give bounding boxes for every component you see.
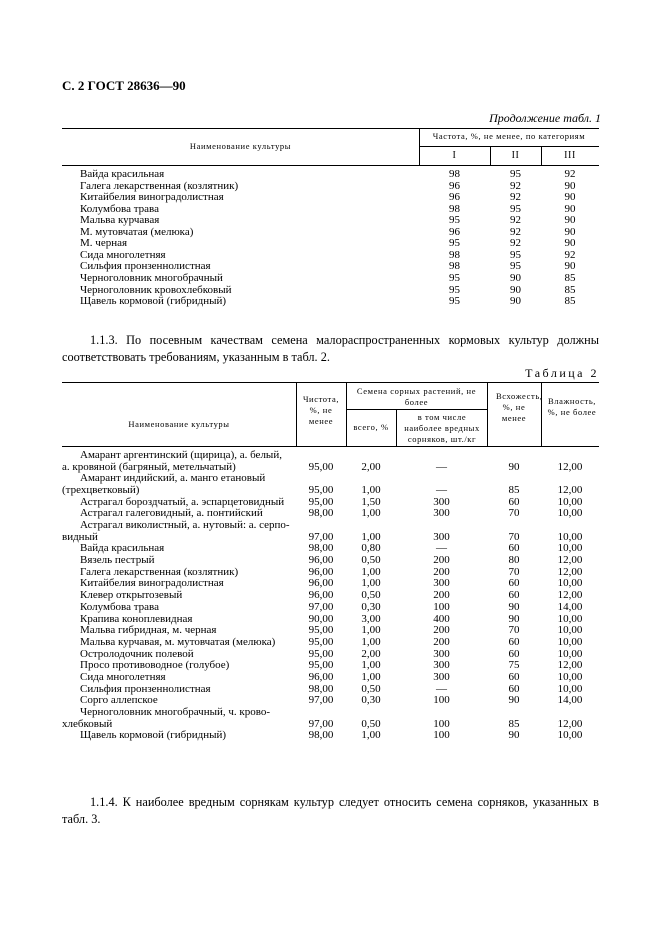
table1-row-value: 92	[510, 237, 521, 250]
table1-subheader-rule	[419, 146, 599, 147]
table1-row-value: 90	[510, 283, 521, 296]
table2-row-value: 100	[433, 729, 450, 742]
table2-row-name: Китайбелия виноградолистная	[80, 577, 224, 590]
table2-row-value: —	[436, 484, 447, 496]
table2-row-value: 1,00	[361, 729, 381, 742]
table2-row-name: Амарант индийский, а. манго етановый	[80, 472, 266, 485]
table2-vline	[396, 409, 397, 446]
table2-row-value: 1,00	[361, 635, 381, 648]
table2-row-value: 300	[433, 659, 450, 672]
table1-row-value: 85	[564, 283, 576, 296]
table1-row-value: 95	[510, 260, 521, 273]
table1-row-value: 95	[510, 248, 521, 261]
table2-row-value: 12,00	[557, 554, 583, 566]
table2-row-value: 90,00	[308, 612, 334, 625]
table2-row-value: 85	[508, 484, 520, 496]
table2-row-value: 1,00	[361, 577, 381, 590]
table2-row-value: 95,00	[308, 647, 334, 660]
table2-row-value: 2,00	[361, 460, 381, 473]
table2-row-value: 60	[508, 671, 520, 683]
table2-row-value: 100	[433, 600, 450, 613]
table2-row-value: 0,50	[361, 589, 381, 602]
table2-row-value: 95,00	[308, 635, 334, 648]
table2-row-value: 98,00	[308, 682, 334, 695]
paragraph-1-1-4: 1.1.4. К наиболее вредным сорнякам культур следует относить семена сорняков, указанных в табл. 3.	[62, 795, 599, 826]
table1-row-value: 90	[564, 179, 576, 192]
table1-row-value: 90	[564, 237, 576, 250]
table2-top-rule	[62, 382, 599, 383]
table1-col-freq-header: Частота, %, не менее, по категориям	[432, 131, 586, 141]
table1-row-name: Черноголовник кровохлебковый	[80, 283, 232, 296]
table2-row-value: 60	[508, 589, 520, 602]
table2-row-name: Сильфия пронзеннолистная	[80, 682, 211, 695]
table2-row-value: 96,00	[308, 565, 334, 578]
table2-row-value: 90	[508, 729, 520, 742]
table1-row-value: 92	[510, 214, 521, 227]
table2-row-value: 1,00	[361, 507, 381, 520]
table2-row-value: 96,00	[308, 554, 334, 566]
table1-cat-3: III	[564, 150, 576, 161]
table2-col-moisture-header: Влажность, %, не более	[547, 396, 597, 417]
table2-row-value: 97,00	[308, 694, 334, 707]
table2-row-value: 70	[508, 565, 520, 578]
table2-row-value: 0,50	[361, 717, 381, 730]
table2-row-value: 1,00	[361, 484, 381, 496]
table2-row-value: 300	[433, 647, 450, 660]
table2-row-value: 12,00	[557, 589, 583, 602]
table1-row-value: 95	[510, 202, 521, 215]
table2-row-value: 10,00	[557, 671, 583, 683]
table2-row-value: 96,00	[308, 577, 334, 590]
table1-row-value: 90	[510, 295, 521, 308]
table1-row-name: Черноголовник многобрачный	[80, 271, 223, 284]
table2-row-value: 60	[508, 542, 520, 555]
table2-row-value: 97,00	[308, 600, 334, 613]
table2-row-value: 96,00	[308, 589, 334, 602]
table2-row-name: Щавель кормовой (гибридный)	[80, 729, 227, 742]
table1-col-name-header: Наименование культуры	[189, 141, 292, 151]
table1-row-value: 96	[449, 191, 460, 204]
table2-row-value: 1,00	[361, 671, 381, 683]
table2-row-name: Мальва курчавая, м. мутовчатая (мелюка)	[80, 635, 276, 648]
table2-row-name: Черноголовник многобрачный, ч. крово-	[80, 706, 271, 719]
table2-row-value: 10,00	[557, 635, 583, 648]
table2-row-name: Астрагал бороздчатый, а. эспарцетовидный	[80, 495, 285, 508]
table2-row-name: Мальва гибридная, м. черная	[80, 624, 217, 637]
table2-row-value: 3,00	[361, 612, 381, 625]
table2-row-value: 200	[433, 554, 450, 566]
table2-row-value: 10,00	[557, 542, 583, 555]
table2-row-name: Крапива коноплевидная	[80, 612, 193, 625]
table1-row-name: Мальва курчавая	[80, 214, 160, 227]
table1-row-name: М. мутовчатая (мелюка)	[80, 225, 194, 238]
table2-row-value: 10,00	[557, 507, 583, 520]
table2-row-value: 12,00	[557, 565, 583, 578]
table2-col-harmful-header: в том числе наиболее вредных сорняков, шт./кг	[404, 412, 480, 444]
table2-row-value: 1,00	[361, 530, 381, 543]
table2-row-value: 60	[508, 635, 520, 648]
table1-cat-2: II	[511, 150, 520, 161]
table2-row-value: 12,00	[557, 717, 583, 730]
table2-vline	[487, 382, 488, 446]
table2-row-value: 10,00	[557, 530, 583, 543]
table1-row-value: 98	[449, 260, 460, 273]
table2-row-value: 200	[433, 565, 450, 578]
table2-row-value: 95,00	[308, 624, 334, 637]
table2-row-value: 10,00	[557, 612, 583, 625]
table1-row-name: Галега лекарственная (козлятник)	[80, 179, 239, 192]
table2-row-value: 14,00	[557, 600, 583, 613]
table2-row-value: 1,50	[361, 495, 381, 508]
table2-row-value: 96,00	[308, 671, 334, 683]
table2-vline	[296, 382, 297, 446]
table2-row-name: Сида многолетняя	[80, 671, 166, 683]
table2-row-value: 98,00	[308, 542, 334, 555]
table2-row-value: 200	[433, 635, 450, 648]
table1-top-rule	[62, 128, 599, 129]
table1-row-name: Китайбелия виноградолистная	[80, 191, 224, 204]
table2-row-value: 75	[508, 659, 520, 672]
table2-col-total-header: всего, %	[353, 422, 389, 432]
table2-row-name: Астрагал виколистный, а. нутовый: а. серпо-	[80, 519, 290, 531]
table2-row-value: 60	[508, 682, 520, 695]
table2-row-value: 200	[433, 589, 450, 602]
table2-row-value: —	[436, 542, 447, 555]
table2-row-name: Галега лекарственная (козлятник)	[80, 565, 239, 578]
table2-row-value: 60	[508, 647, 520, 660]
table1-row-name: Сида многолетняя	[80, 248, 166, 261]
table2-col-name-header: Наименование культуры	[128, 419, 230, 429]
table1-row-value: 92	[510, 225, 521, 238]
table2-row-value: —	[436, 682, 447, 695]
table2-label: Таблица 2	[525, 366, 599, 380]
table1-row-value: 85	[564, 295, 576, 308]
table2-row-value: 10,00	[557, 729, 583, 742]
table2-row-value: 12,00	[557, 484, 583, 496]
page-header: С. 2 ГОСТ 28636—90	[62, 78, 186, 93]
table1-row-value: 98	[449, 248, 460, 261]
table2-row-value: 100	[433, 694, 450, 707]
table2-row-name: Остролодочник полевой	[80, 647, 194, 660]
table1-row-name: Вайда красильная	[80, 168, 165, 180]
table2-row-value: 90	[508, 612, 520, 625]
table2-row-value: 60	[508, 495, 520, 508]
table2-row-name: Амарант аргентинский (щирица), а. белый,	[80, 449, 282, 461]
table2-row-name-cont: видный	[62, 530, 98, 543]
table1-row-value: 95	[510, 168, 521, 180]
table2-header-rule	[62, 446, 599, 447]
table2-row-name: Колумбова трава	[80, 600, 159, 613]
table2-row-name: Вязель пестрый	[80, 554, 155, 566]
table2-row-value: 10,00	[557, 682, 583, 695]
table1-row-value: 95	[449, 271, 460, 284]
table2-vline	[346, 382, 347, 446]
table2-row-value: 98,00	[308, 507, 334, 520]
table2-row-value: 1,00	[361, 565, 381, 578]
table1-row-value: 98	[449, 202, 460, 215]
paragraph-1-1-3: 1.1.3. По посевным качествам семена малораспространенных кормовых культур должны соответствовать требованиям, указанным в табл. 2.	[62, 333, 599, 364]
table1-row-name: Щавель кормовой (гибридный)	[80, 295, 227, 308]
table2-row-value: 70	[508, 530, 520, 543]
table1-header-rule	[62, 165, 599, 166]
table2-row-name: Сорго аллепское	[80, 694, 158, 707]
table2-row-value: 95,00	[308, 484, 334, 496]
table2-row-value: 10,00	[557, 647, 583, 660]
table2-row-value: 0,30	[361, 694, 381, 707]
table1-row-value: 96	[449, 225, 460, 238]
table2-col-weeds-header: Семена сорных растений, не более	[356, 386, 477, 407]
table1-row-value: 90	[564, 191, 576, 204]
table1-row-value: 92	[510, 179, 521, 192]
table2-row-name-cont: (трехцветковый)	[62, 484, 140, 496]
table2-row-value: 0,80	[361, 542, 381, 555]
table2-row-name-cont: а. кровяной (багряный, метельчатый)	[62, 460, 236, 473]
table2-row-value: 400	[433, 612, 450, 625]
table1-row-value: 90	[564, 202, 576, 215]
table2-row-value: 97,00	[308, 717, 334, 730]
table1-row-value: 90	[564, 225, 576, 238]
table1-row-name: М. черная	[80, 237, 128, 250]
table1-row-value: 95	[449, 295, 460, 308]
table2-row-value: 98,00	[308, 729, 334, 742]
table2-row-value: 10,00	[557, 624, 583, 637]
table1-row-name: Колумбова трава	[80, 202, 159, 215]
table2-row-value: 90	[508, 460, 520, 473]
table2-row-value: 300	[433, 530, 450, 543]
table2-row-value: 0,30	[361, 600, 381, 613]
table2-row-value: 95,00	[308, 659, 334, 672]
table2-row-value: 60	[508, 577, 520, 590]
table1-row-value: 92	[564, 168, 576, 180]
table2-row-value: 1,00	[361, 659, 381, 672]
table1-row-value: 90	[510, 271, 521, 284]
table2-row-value: —	[436, 460, 447, 473]
table-continuation-label: Продолжение табл. 1	[489, 111, 601, 125]
table2-row-value: 300	[433, 577, 450, 590]
table2-row-value: 300	[433, 495, 450, 508]
table2-row-value: 95,00	[308, 495, 334, 508]
table2-row-value: 100	[433, 717, 450, 730]
table2-row-value: 70	[508, 507, 520, 520]
table1-row-value: 95	[449, 283, 460, 296]
table2-row-value: 200	[433, 624, 450, 637]
table2-row-name: Астрагал галеговидный, а. понтийский	[80, 507, 263, 520]
table2-weeds-rule	[346, 409, 487, 410]
table2-row-value: 70	[508, 624, 520, 637]
table1-row-value: 92	[510, 191, 521, 204]
table1-row-value: 96	[449, 179, 460, 192]
table2-col-germination-header: Всхожесть, %, не менее	[496, 391, 543, 423]
table2-row-name-cont: хлебковый	[62, 717, 113, 730]
table2-row-value: 10,00	[557, 577, 583, 590]
table1-row-name: Сильфия пронзеннолистная	[80, 260, 211, 273]
table1-row-value: 98	[449, 168, 460, 180]
table2-row-value: 12,00	[557, 659, 583, 672]
table2-row-value: 90	[508, 600, 520, 613]
table2-row-value: 300	[433, 671, 450, 683]
table2-col-purity-header: Чистота, %, не менее	[302, 394, 340, 426]
table1-row-value: 90	[564, 214, 576, 227]
table2-row-name: Вайда красильная	[80, 542, 165, 555]
table1-cat-1: I	[452, 150, 457, 161]
table2-row-value: 80	[508, 554, 520, 566]
table1-row-value: 95	[449, 237, 460, 250]
table2-row-value: 0,50	[361, 682, 381, 695]
table2-row-value: 14,00	[557, 694, 583, 707]
table1-row-value: 95	[449, 214, 460, 227]
table2-row-value: 95,00	[308, 460, 334, 473]
table2-row-value: 10,00	[557, 495, 583, 508]
table1-row-value: 90	[564, 260, 576, 273]
table2-row-value: 97,00	[308, 530, 334, 543]
table2-row-name: Клевер открытозевый	[80, 589, 183, 602]
table2-row-value: 85	[508, 717, 520, 730]
table2-row-value: 0,50	[361, 554, 381, 566]
table2-row-value: 1,00	[361, 624, 381, 637]
table2-row-name: Просо противоводное (голубое)	[80, 659, 230, 672]
table2-row-value: 12,00	[557, 460, 583, 473]
table2-row-value: 300	[433, 507, 450, 520]
table1-row-value: 85	[564, 271, 576, 284]
table1-row-value: 92	[564, 248, 576, 261]
table2-row-value: 90	[508, 694, 520, 707]
table2-row-value: 2,00	[361, 647, 381, 660]
